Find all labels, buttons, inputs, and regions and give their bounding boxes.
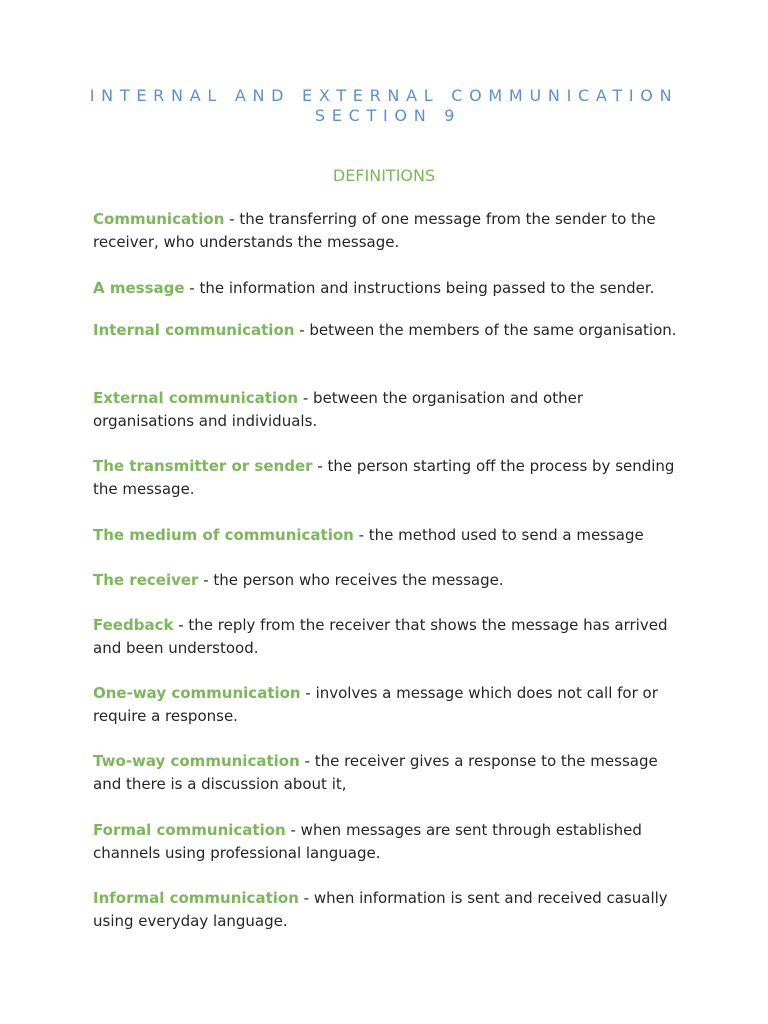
- definition-item: [93, 455, 683, 501]
- definition-term: Informal communication: [93, 889, 299, 907]
- definition-text: - the receiver gives a response to the message and there is a discussion about it,: [93, 752, 658, 793]
- definition-text: - between the organisation and other organisations and individuals.: [93, 389, 583, 430]
- definition-term: A message: [93, 279, 185, 297]
- definition-text: - between the members of the same organisation.: [294, 321, 677, 339]
- definition-term: Formal communication: [93, 821, 286, 839]
- definition-text: - the transferring of one message from the sender to the receiver, who understands the message.: [93, 210, 656, 251]
- definition-text: - the person starting off the process by sending the message.: [93, 457, 675, 498]
- definition-item: [93, 819, 683, 865]
- definition-item: [93, 524, 683, 547]
- definition-term: Communication: [93, 210, 225, 228]
- definition-text: - the person who receives the message.: [198, 571, 504, 589]
- definition-term: The medium of communication: [93, 526, 354, 544]
- definition-item: [93, 208, 683, 254]
- definition-term: Feedback: [93, 616, 174, 634]
- definition-term: External communication: [93, 389, 299, 407]
- definition-text: - involves a message which does not call for or require a response.: [93, 684, 658, 725]
- definition-item: [93, 387, 683, 433]
- definition-text: - when messages are sent through established channels using professional language.: [93, 821, 642, 862]
- definition-text: - when information is sent and received casually using everyday language.: [93, 889, 668, 930]
- definition-term: Internal communication: [93, 321, 295, 339]
- definition-item: [93, 569, 683, 592]
- page-title-line1: INTERNAL AND EXTERNAL COMMUNICATION: [89, 86, 679, 105]
- page-title-line2: SECTION 9: [314, 106, 462, 125]
- definition-item: [93, 277, 683, 300]
- definition-item: [93, 614, 683, 660]
- definition-term: One-way communication: [93, 684, 301, 702]
- definition-term: Two-way communication: [93, 752, 300, 770]
- definition-term: The transmitter or sender: [93, 457, 313, 475]
- definition-item: [93, 887, 683, 933]
- definition-item: [93, 682, 683, 728]
- definition-item: [93, 750, 683, 796]
- definition-text: - the information and instructions being passed to the sender.: [184, 279, 655, 297]
- definition-text: - the reply from the receiver that shows the message has arrived and been understood.: [93, 616, 668, 657]
- section-heading: DEFINITIONS: [332, 166, 436, 185]
- definition-item: [93, 319, 683, 342]
- definition-text: - the method used to send a message: [353, 526, 644, 544]
- definition-term: The receiver: [93, 571, 199, 589]
